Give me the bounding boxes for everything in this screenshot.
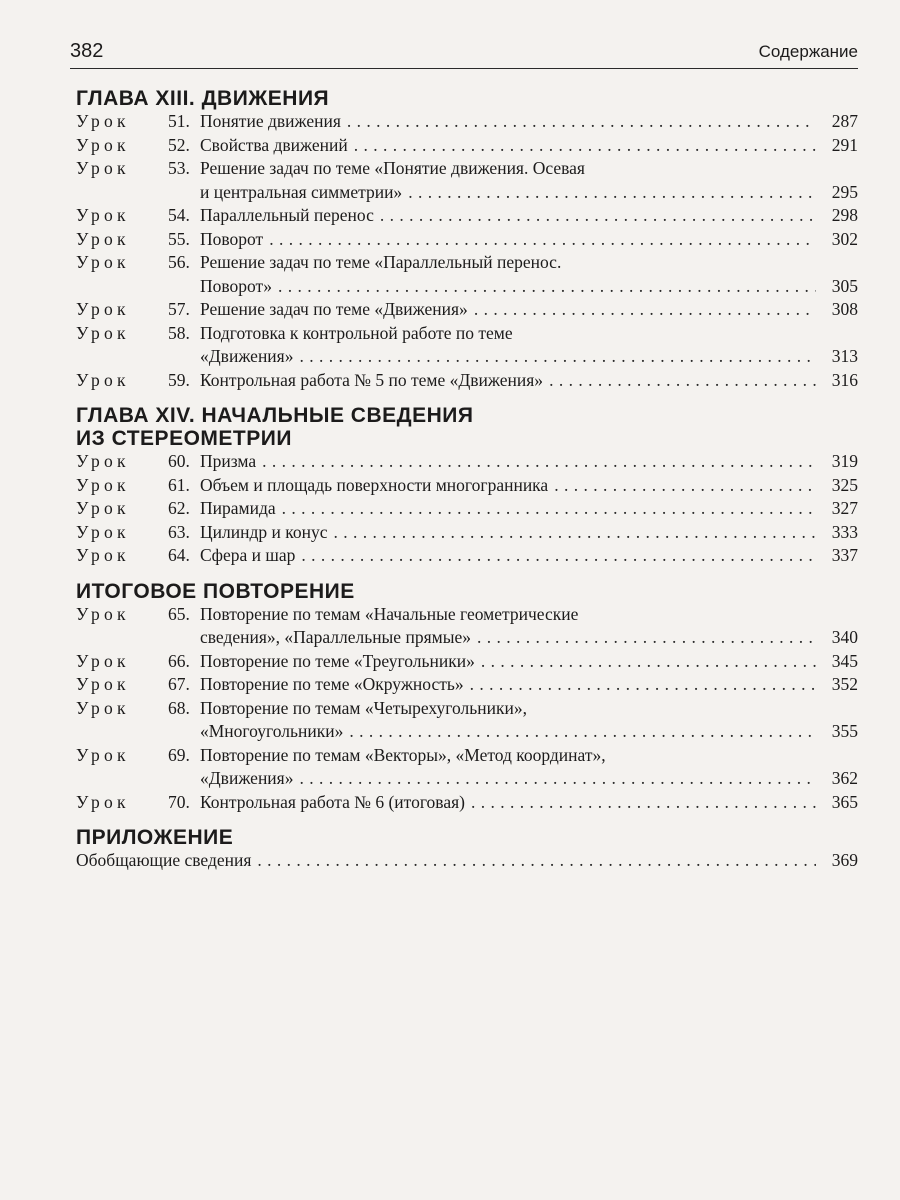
- entry-page-number: 369: [831, 850, 858, 870]
- toc-entry-line: [76, 497, 858, 521]
- toc-entry: [76, 650, 858, 674]
- entry-page-number: 325: [831, 474, 858, 495]
- leader-dots: [282, 497, 816, 521]
- entry-page-number: 308: [831, 299, 858, 319]
- toc-entry-line: [76, 474, 858, 498]
- entry-title: Свойства движений: [200, 134, 348, 155]
- leader-dots: [380, 204, 816, 228]
- entry-title: Повторение по теме «Окружность»: [200, 674, 464, 694]
- toc-entry: [76, 521, 858, 545]
- leader-dots: [354, 134, 816, 158]
- lesson-number: 59.: [168, 369, 190, 390]
- toc-entry-line: [76, 181, 858, 205]
- toc-entry: [76, 251, 858, 298]
- lesson-label: Урок: [76, 744, 130, 765]
- leader-dots: [471, 791, 816, 815]
- leader-dots: [470, 673, 816, 697]
- toc-entry-line: [76, 298, 858, 322]
- toc-entry: [76, 791, 858, 815]
- chapter-title: [76, 404, 858, 450]
- lesson-label: Урок: [76, 674, 130, 694]
- chapter-title-line: ПРИЛОЖЕНИЕ: [76, 826, 234, 849]
- lesson-label: Урок: [76, 545, 130, 565]
- entry-title: Сфера и шар: [200, 545, 296, 565]
- entry-page-number: 337: [831, 545, 858, 565]
- lesson-number: 54.: [168, 205, 190, 225]
- lesson-number: 60.: [168, 451, 190, 471]
- entry-title: Решение задач по теме «Движения»: [200, 299, 468, 319]
- lesson-label: Урок: [76, 498, 130, 518]
- toc-entry-line: [76, 697, 858, 721]
- chapter-title: [76, 580, 858, 603]
- chapter-title-line: ГЛАВА XIII. ДВИЖЕНИЯ: [76, 87, 330, 110]
- entry-page-number: 291: [831, 134, 858, 155]
- entry-title: Поворот»: [200, 275, 272, 296]
- lesson-number: 51.: [168, 111, 190, 131]
- lesson-number: 55.: [168, 228, 190, 249]
- lesson-label: Урок: [76, 521, 130, 542]
- toc-entry-line: [76, 744, 858, 768]
- toc-entry-line: [76, 673, 858, 697]
- lesson-number: 52.: [168, 134, 190, 155]
- toc-entry: [76, 497, 858, 521]
- toc-entry: [76, 544, 858, 568]
- lesson-label: Урок: [76, 369, 130, 390]
- entry-page-number: 295: [831, 181, 858, 202]
- lesson-label: Урок: [76, 603, 130, 624]
- lesson-number: 57.: [168, 299, 190, 319]
- lesson-number: 61.: [168, 474, 190, 495]
- toc-entry: [76, 369, 858, 393]
- leader-dots: [299, 767, 816, 791]
- entry-title: сведения», «Параллельные прямые»: [200, 627, 471, 647]
- leader-dots: [301, 544, 816, 568]
- lesson-label: Урок: [76, 134, 130, 155]
- lesson-label: Урок: [76, 158, 130, 178]
- toc-entry: [76, 322, 858, 369]
- toc-entry-line: [76, 204, 858, 228]
- toc-entry: [76, 697, 858, 744]
- toc-entry-line: [76, 134, 858, 158]
- toc-entry-line: [76, 720, 858, 744]
- leader-dots: [347, 110, 816, 134]
- toc-entry-line: [76, 110, 858, 134]
- entry-page-number: 316: [831, 369, 858, 390]
- entry-page-number: 305: [831, 275, 858, 296]
- lesson-number: 70.: [168, 791, 190, 812]
- lesson-label: Урок: [76, 252, 130, 272]
- chapter-title-line: ГЛАВА XIV. НАЧАЛЬНЫЕ СВЕДЕНИЯ: [76, 404, 474, 427]
- lesson-number: 56.: [168, 252, 190, 272]
- entry-page-number: 362: [831, 768, 858, 788]
- leader-dots: [549, 369, 816, 393]
- toc-entry: [76, 228, 858, 252]
- entry-title: Цилиндр и конус: [200, 521, 328, 542]
- leader-dots: [349, 720, 816, 744]
- entry-title: «Движения»: [200, 346, 294, 366]
- leader-dots: [257, 849, 816, 873]
- lesson-number: 67.: [168, 674, 190, 694]
- toc-entry-line: [76, 849, 858, 873]
- entry-title: Подготовка к контрольной работе по теме: [200, 322, 513, 343]
- toc-entry-line: [76, 251, 858, 275]
- toc-entry-line: [76, 791, 858, 815]
- entry-page-number: 313: [831, 346, 858, 366]
- lesson-label: Урок: [76, 791, 130, 812]
- entry-title: Контрольная работа № 5 по теме «Движения»: [200, 369, 544, 390]
- toc-entry: [76, 298, 858, 322]
- toc-entry: [76, 603, 858, 650]
- page-header: [70, 0, 858, 69]
- toc-entry-line: [76, 626, 858, 650]
- lesson-label: Урок: [76, 111, 130, 131]
- lesson-number: 63.: [168, 521, 190, 542]
- toc-entry: [76, 110, 858, 134]
- toc-entry-line: [76, 345, 858, 369]
- entry-title: Параллельный перенос: [200, 205, 374, 225]
- chapter-title-line: ИЗ СТЕРЕОМЕТРИИ: [76, 427, 292, 450]
- toc-entry-line: [76, 228, 858, 252]
- entry-title: Обобщающие сведения: [76, 850, 252, 870]
- toc-entry: [76, 204, 858, 228]
- entry-title: и центральная симметрии»: [200, 181, 403, 202]
- lesson-label: Урок: [76, 205, 130, 225]
- lesson-number: 64.: [168, 545, 190, 565]
- entry-page-number: 340: [831, 627, 858, 647]
- entry-page-number: 319: [831, 451, 858, 471]
- entry-page-number: 302: [831, 228, 858, 249]
- toc-entry: [76, 450, 858, 474]
- leader-dots: [554, 474, 816, 498]
- lesson-number: 68.: [168, 697, 190, 718]
- toc-entry-line: [76, 369, 858, 393]
- table-of-contents: [76, 87, 858, 873]
- toc-entry-line: [76, 767, 858, 791]
- lesson-number: 69.: [168, 744, 190, 765]
- toc-entry-line: [76, 322, 858, 346]
- toc-entry-line: [76, 603, 858, 627]
- toc-entry: [76, 474, 858, 498]
- leader-dots: [299, 345, 816, 369]
- entry-title: Повторение по теме «Треугольники»: [200, 650, 475, 671]
- page-number: 382: [70, 40, 104, 62]
- chapter-title-line: ИТОГОВОЕ ПОВТОРЕНИЕ: [76, 579, 355, 603]
- toc-entry: [76, 157, 858, 204]
- toc-entry-line: [76, 157, 858, 181]
- toc-entry: [76, 744, 858, 791]
- entry-page-number: 345: [831, 650, 858, 671]
- entry-title: «Многоугольники»: [200, 721, 344, 741]
- entry-title: «Движения»: [200, 768, 294, 788]
- leader-dots: [333, 521, 816, 545]
- entry-title: Поворот: [200, 228, 264, 249]
- lesson-number: 62.: [168, 498, 190, 518]
- toc-entry-line: [76, 275, 858, 299]
- lesson-number: 65.: [168, 603, 190, 624]
- running-title: Содержание: [758, 42, 858, 61]
- entry-page-number: 287: [831, 111, 858, 131]
- lesson-label: Урок: [76, 228, 130, 249]
- entry-title: Призма: [200, 451, 257, 471]
- entry-title: Повторение по темам «Начальные геометрические: [200, 603, 579, 624]
- entry-title: Объем и площадь поверхности многогранника: [200, 474, 549, 495]
- toc-entry: [76, 134, 858, 158]
- toc-entry-line: [76, 544, 858, 568]
- toc-entry: [76, 673, 858, 697]
- lesson-label: Урок: [76, 299, 130, 319]
- lesson-number: 58.: [168, 322, 190, 343]
- leader-dots: [481, 650, 816, 674]
- entry-title: Повторение по темам «Векторы», «Метод координат»,: [200, 744, 606, 765]
- leader-dots: [474, 298, 816, 322]
- entry-title: Повторение по темам «Четырехугольники»,: [200, 697, 527, 718]
- entry-page-number: 333: [831, 521, 858, 542]
- entry-page-number: 365: [831, 791, 858, 812]
- entry-page-number: 355: [831, 721, 858, 741]
- leader-dots: [262, 450, 816, 474]
- entry-page-number: 298: [831, 205, 858, 225]
- leader-dots: [269, 228, 816, 252]
- chapter-title: [76, 826, 858, 849]
- entry-title: Пирамида: [200, 498, 276, 518]
- entry-page-number: 327: [831, 498, 858, 518]
- chapter-title: [76, 87, 858, 110]
- lesson-number: 53.: [168, 158, 190, 178]
- leader-dots: [408, 181, 816, 205]
- entry-title: Контрольная работа № 6 (итоговая): [200, 791, 465, 812]
- lesson-label: Урок: [76, 697, 130, 718]
- entry-title: Понятие движения: [200, 111, 341, 131]
- lesson-label: Урок: [76, 451, 130, 471]
- toc-entry-line: [76, 450, 858, 474]
- entry-page-number: 352: [831, 674, 858, 694]
- lesson-label: Урок: [76, 650, 130, 671]
- leader-dots: [278, 275, 816, 299]
- entry-title: Решение задач по теме «Понятие движения. Осевая: [200, 158, 585, 178]
- leader-dots: [477, 626, 816, 650]
- lesson-label: Урок: [76, 474, 130, 495]
- lesson-label: Урок: [76, 322, 130, 343]
- toc-entry-line: [76, 650, 858, 674]
- toc-entry: [76, 849, 858, 873]
- lesson-number: 66.: [168, 650, 190, 671]
- toc-entry-line: [76, 521, 858, 545]
- entry-title: Решение задач по теме «Параллельный перенос.: [200, 252, 562, 272]
